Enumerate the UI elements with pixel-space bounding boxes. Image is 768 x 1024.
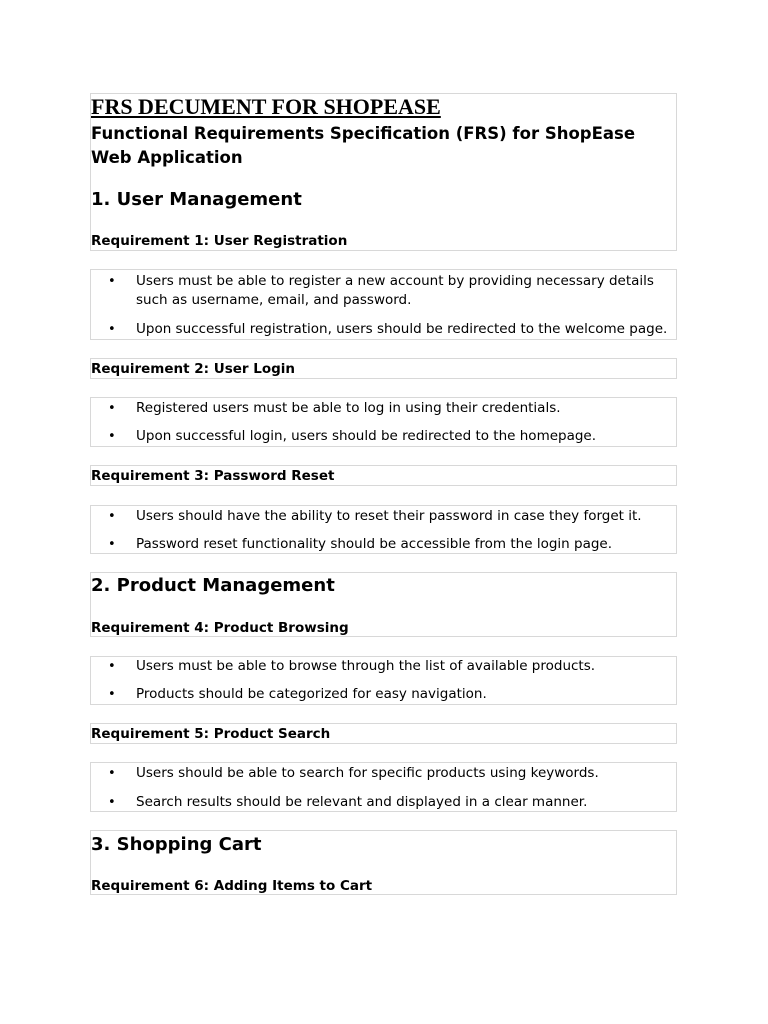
bullet-icon: • (108, 274, 116, 289)
list-item (108, 507, 674, 526)
list-item (108, 535, 674, 554)
bullet-text: Upon successful registration, users should be redirected to the welcome page. (136, 321, 668, 337)
document-title: FRS DECUMENT FOR SHOPEASE (91, 94, 441, 119)
list-item (108, 272, 674, 310)
requirement-title: Requirement 3: Password Reset (91, 468, 335, 484)
bullet-icon: • (108, 687, 116, 702)
bullet-text: Registered users must be able to log in using their credentials. (136, 400, 561, 416)
bullet-icon: • (108, 509, 116, 524)
bullet-text: Products should be categorized for easy navigation. (136, 686, 487, 702)
requirement-title: Requirement 5: Product Search (91, 726, 331, 742)
requirement-title: Requirement 4: Product Browsing (91, 620, 349, 636)
bullet-icon: • (108, 401, 116, 416)
bullet-icon: • (108, 795, 116, 810)
document-subtitle: Functional Requirements Specification (FRS) for ShopEase Web Application (91, 124, 636, 167)
bullet-text: Users must be able to browse through the list of available products. (136, 658, 596, 674)
requirement-title: Requirement 1: User Registration (91, 233, 348, 249)
list-item (108, 685, 674, 704)
bullet-icon: • (108, 766, 116, 781)
list-item (108, 764, 674, 783)
list-item (108, 399, 674, 418)
bullet-icon: • (108, 659, 116, 674)
bullet-text: Search results should be relevant and displayed in a clear manner. (136, 794, 588, 810)
requirement-title: Requirement 2: User Login (91, 361, 296, 377)
list-item (108, 427, 674, 446)
bullet-text: Users must be able to register a new account by providing necessary details such as username, email, and password. (136, 273, 654, 308)
section-heading-shopping-cart: 3. Shopping Cart (91, 834, 262, 855)
bullet-icon: • (108, 537, 116, 552)
requirement-title: Requirement 6: Adding Items to Cart (91, 878, 373, 894)
list-item (108, 320, 674, 339)
bullet-text: Upon successful login, users should be redirected to the homepage. (136, 428, 597, 444)
section-heading-product-management: 2. Product Management (91, 575, 335, 596)
bullet-text: Users should be able to search for specific products using keywords. (136, 765, 599, 781)
bullet-icon: • (108, 322, 116, 337)
bullet-text: Users should have the ability to reset their password in case they forget it. (136, 508, 642, 524)
bullet-icon: • (108, 429, 116, 444)
list-item (108, 793, 674, 812)
section-heading-user-management: 1. User Management (91, 189, 302, 210)
bullet-text: Password reset functionality should be accessible from the login page. (136, 536, 613, 552)
list-item (108, 657, 674, 676)
